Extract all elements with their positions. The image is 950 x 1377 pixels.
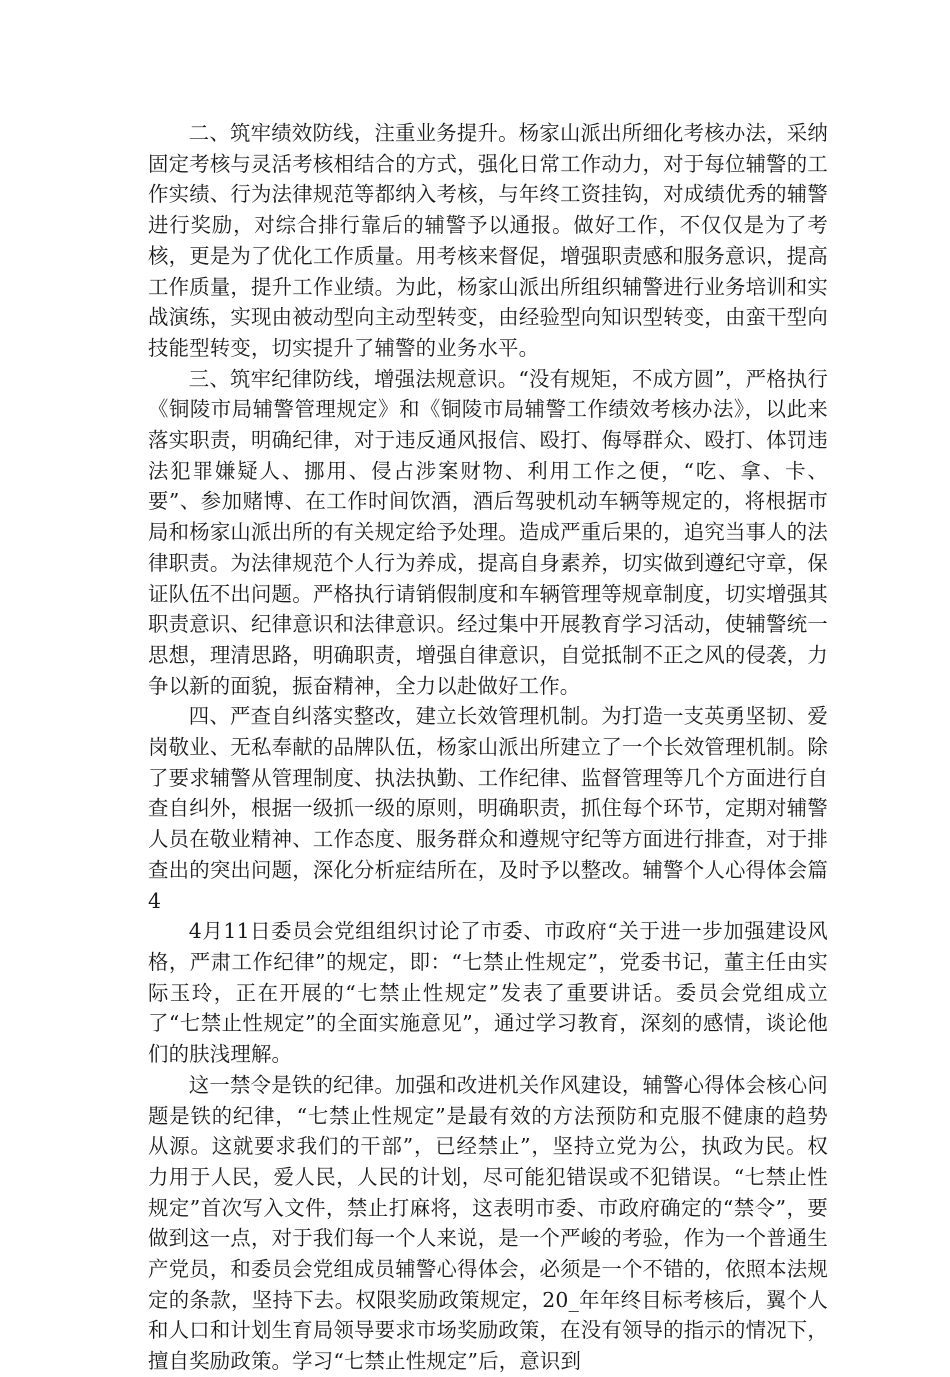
paragraph-rectification: 四、严查自纠落实整改，建立长效管理机制。为打造一支英勇坚韧、爱岗敬业、无私奉献的品牌队伍，杨家山派出所建立了一个长效管理机制。除了要求辅警从管理制度、执法执勤、工作纪律、监督管理等几个方面进行自查自纠外，根据一级抓一级的原则，明确职责，抓住每个环节，定期对辅警人员在敬业精神、工作态度、服务群众和遵规守纪等方面进行排查，对于排查出的突出问题，深化分析症结所在，及时予以整改。辅警个人心得体会篇4 <box>148 704 828 913</box>
document-body <box>148 118 828 1377</box>
paragraph-discipline: 三、筑牢纪律防线，增强法规意识。“没有规矩，不成方圆”，严格执行《铜陵市局辅警管理规定》和《铜陵市局辅警工作绩效考核办法》，以此来落实职责，明确纪律，对于违反通风报信、殴打、侮辱群众、殴打、体罚违法犯罪嫌疑人、挪用、侵占涉案财物、利用工作之便，“吃、拿、卡、要”、参加赌博、在工作时间饮酒，酒后驾驶机动车辆等规定的，将根据市局和杨家山派出所的有关规定给予处理。造成严重后果的，追究当事人的法律职责。为法律规范个人行为养成，提高自身素养，切实做到遵纪守章，保证队伍不出问题。严格执行请销假制度和车辆管理等规章制度，切实增强其职责意识、纪律意识和法律意识。经过集中开展教育学习活动，使辅警统一思想，理清思路，明确职责，增强自律意识，自觉抵制不正之风的侵袭，力争以新的面貌，振奋精神，全力以赴做好工作。 <box>148 366 828 698</box>
paragraph-seven-prohibitions: 4月11日委员会党组组织讨论了市委、市政府“关于进一步加强建设风格，严肃工作纪律”的规定，即：“七禁止性规定”，党委书记，董主任由实际玉玲，正在开展的“七禁止性规定”发表了重要讲话。委员会党组成立了“七禁止性规定”的全面实施意见”，通过学习教育，深刻的感情，谈论他们的肤浅理解。 <box>148 919 828 1067</box>
paragraph-performance: 二、筑牢绩效防线，注重业务提升。杨家山派出所细化考核办法，采纳固定考核与灵活考核相结合的方式，强化日常工作动力，对于每位辅警的工作实绩、行为法律规范等都纳入考核，与年终工资挂钩，对成绩优秀的辅警进行奖励，对综合排行靠后的辅警予以通报。做好工作，不仅仅是为了考核，更是为了优化工作质量。用考核来督促，增强职责感和服务意识，提高工作质量，提升工作业绩。为此，杨家山派出所组织辅警进行业务培训和实战演练，实现由被动型向主动型转变，由经验型向知识型转变，由蛮干型向技能型转变，切实提升了辅警的业务水平。 <box>148 121 828 360</box>
paragraph-iron-discipline: 这一禁令是铁的纪律。加强和改进机关作风建设，辅警心得体会核心问题是铁的纪律，“七禁止性规定”是最有效的方法预防和克服不健康的趋势从源。这就要求我们的干部”，已经禁止”，坚持立党为公，执政为民。权力用于人民，爱人民，人民的计划，尽可能犯错误或不犯错误。“七禁止性规定”首次写入文件，禁止打麻将，这表明市委、市政府确定的“禁令”，要做到这一点，对于我们每一个人来说，是一个严峻的考验，作为一个普通生产党员，和委员会党组成员辅警心得体会，必须是一个不错的，依照本法规定的条款，坚持下去。权限奖励政策规定，20_年年终目标考核后，翼个人和人口和计划生育局领导要求市场奖励政策，在没有领导的指示的情况下，擅自奖励政策。学习“七禁止性规定”后，意识到 <box>148 1072 828 1374</box>
